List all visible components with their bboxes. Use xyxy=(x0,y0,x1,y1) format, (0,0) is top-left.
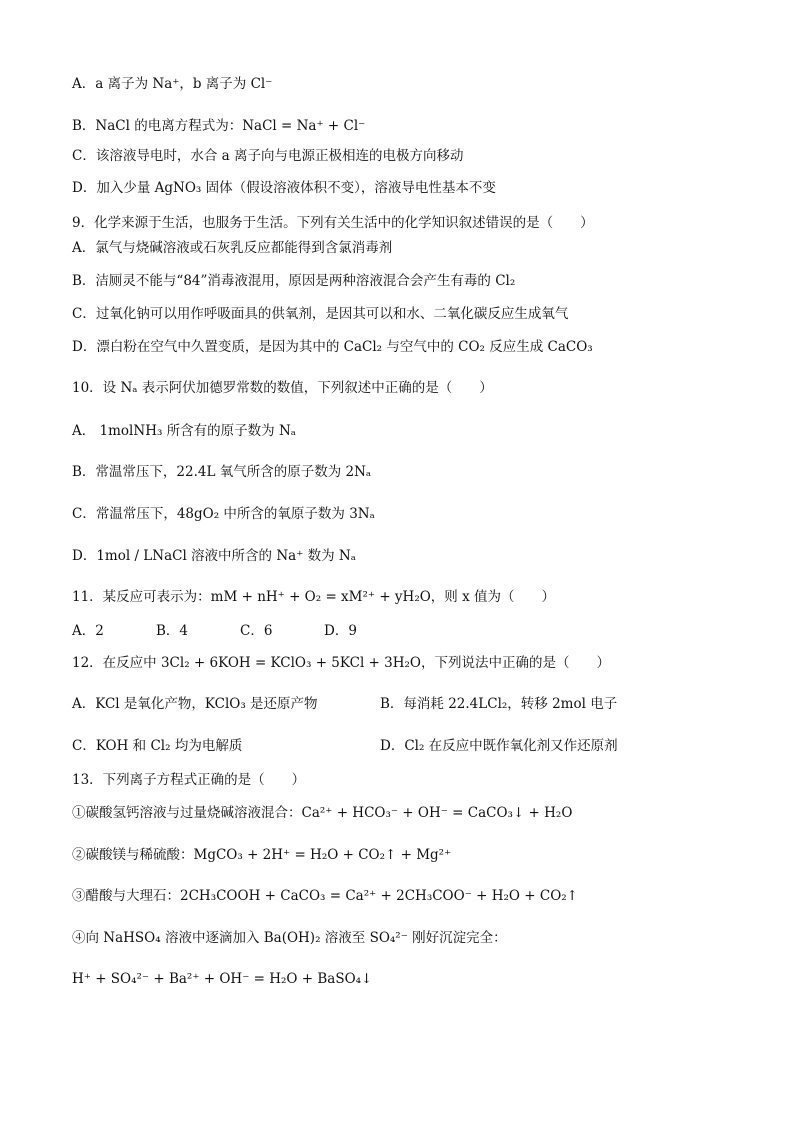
question-9: 9．化学来源于生活，也服务于生活。下列有关生活中的化学知识叙述错误的是（ ） xyxy=(72,215,594,231)
q13-item-1: ①碳酸氢钙溶液与过量烧碱溶液混合：Ca²⁺ + HCO₃⁻ + OH⁻ = CaCO₃↓ + H₂O xyxy=(72,805,573,821)
question-13: 13．下列离子方程式正确的是（ ） xyxy=(72,772,306,788)
q9-option-c: C．过氧化钠可以用作呼吸面具的供氧剂，是因其可以和水、二氧化碳反应生成氧气 xyxy=(72,306,569,322)
q10-option-c: C．常温常压下，48gO₂ 中所含的氧原子数为 3Nₐ xyxy=(72,506,375,522)
q10-option-a: A． 1molNH₃ 所含有的原子数为 Nₐ xyxy=(72,423,296,439)
q13-item-4-equation: H⁺ + SO₄²⁻ + Ba²⁺ + OH⁻ = H₂O + BaSO₄↓ xyxy=(72,971,373,987)
option-a-text: A．a 离子为 Na⁺，b 离子为 Cl⁻ xyxy=(72,76,273,92)
q9-option-a: A．氯气与烧碱溶液或石灰乳反应都能得到含氯消毒剂 xyxy=(72,240,393,256)
q11-option-a: A．2 xyxy=(72,623,104,639)
q11-option-b: B．4 xyxy=(156,623,189,639)
q12-option-c: C．KOH 和 Cl₂ 均为电解质 xyxy=(72,738,243,754)
q9-option-b: B．洁厕灵不能与“84”消毒液混用，原因是两种溶液混合会产生有毒的 Cl₂ xyxy=(72,273,516,289)
q12-option-a: A．KCl 是氧化产物，KClO₃ 是还原产物 xyxy=(72,696,318,712)
q11-option-d: D．9 xyxy=(324,623,357,639)
q12-option-d: D．Cl₂ 在反应中既作氧化剂又作还原剂 xyxy=(380,738,618,754)
q13-item-4: ④向 NaHSO₄ 溶液中逐滴加入 Ba(OH)₂ 溶液至 SO₄²⁻ 刚好沉淀完全： xyxy=(72,930,507,946)
question-12: 12．在反应中 3Cl₂ + 6KOH = KClO₃ + 5KCl + 3H₂O，下列说法中正确的是（ ） xyxy=(72,655,610,671)
q10-option-b: B．常温常压下，22.4L 氧气所含的原子数为 2Nₐ xyxy=(72,464,372,480)
q11-options xyxy=(72,621,408,641)
option-b-text: B．NaCl 的电离方程式为：NaCl = Na⁺ + Cl⁻ xyxy=(72,118,366,134)
option-d-text: D．加入少量 AgNO₃ 固体（假设溶液体积不变），溶液导电性基本不变 xyxy=(72,180,496,196)
question-11: 11．某反应可表示为：mM + nH⁺ + O₂ = xM²⁺ + yH₂O，则 x 值为（ ） xyxy=(72,589,556,605)
question-10: 10．设 Nₐ 表示阿伏加德罗常数的数值，下列叙述中正确的是（ ） xyxy=(72,380,493,396)
q13-item-3: ③醋酸与大理石：2CH₃COOH + CaCO₃ = Ca²⁺ + 2CH₃COO⁻ + H₂O + CO₂↑ xyxy=(72,888,578,904)
q12-option-b: B．每消耗 22.4LCl₂，转移 2mol 电子 xyxy=(380,696,618,712)
q10-option-d: D．1mol / LNaCl 溶液中所含的 Na⁺ 数为 Nₐ xyxy=(72,548,356,564)
option-c-text: C．该溶液导电时，水合 a 离子向与电源正极相连的电极方向移动 xyxy=(72,148,464,164)
q9-option-d: D．漂白粉在空气中久置变质，是因为其中的 CaCl₂ 与空气中的 CO₂ 反应生成 CaCO₃ xyxy=(72,339,593,355)
q11-option-c: C．6 xyxy=(240,623,273,639)
q13-item-2: ②碳酸镁与稀硫酸：MgCO₃ + 2H⁺ = H₂O + CO₂↑ + Mg²⁺ xyxy=(72,847,452,863)
